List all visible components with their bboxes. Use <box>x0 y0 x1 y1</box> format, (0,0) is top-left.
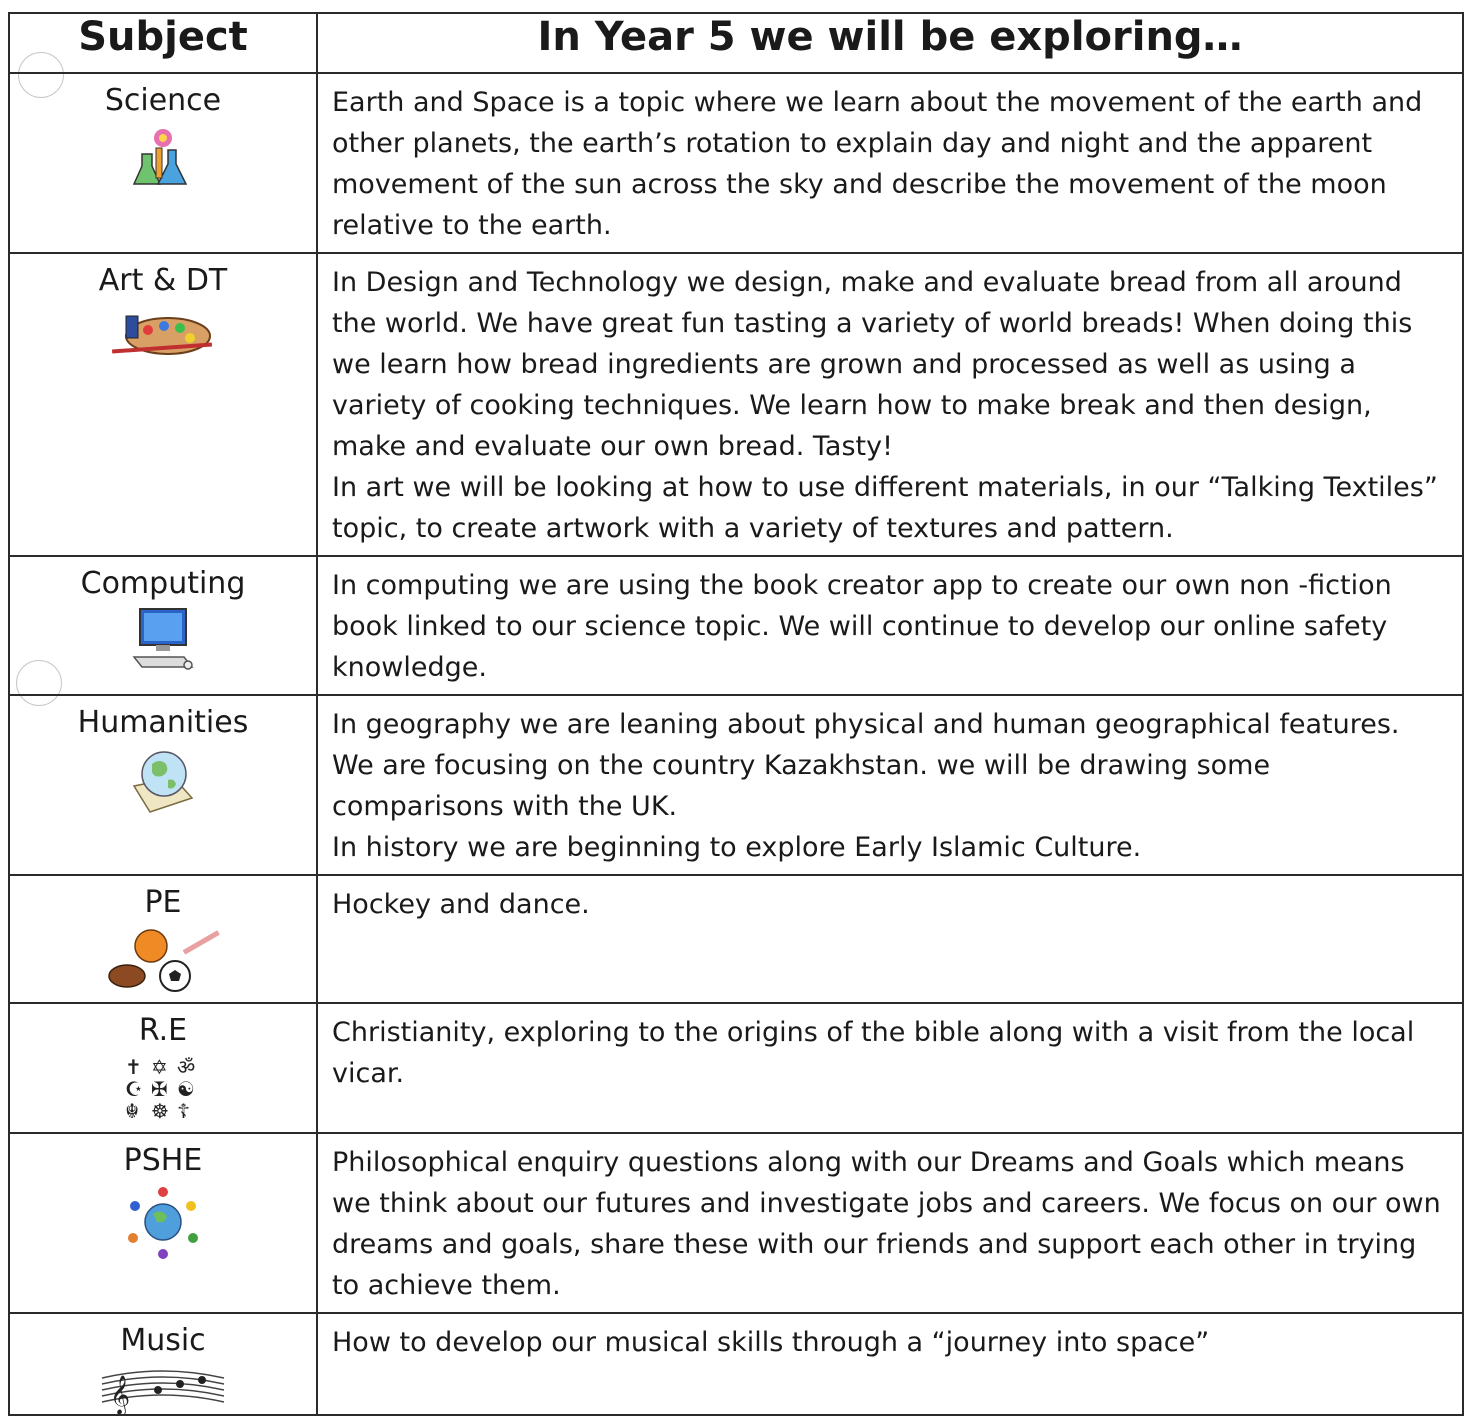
music-notes-icon <box>98 1364 228 1414</box>
subject-cell <box>9 73 317 253</box>
table-row-pe <box>9 875 1463 1003</box>
subject-name: Art & DT <box>98 263 228 298</box>
curriculum-table <box>8 12 1464 1416</box>
svg-text:✠: ✠ <box>151 1077 168 1101</box>
subject-name: Humanities <box>77 705 249 740</box>
svg-text:𝄞: 𝄞 <box>110 1375 131 1414</box>
description-cell <box>317 695 1463 875</box>
description-text: Philosophical enquiry questions along with our Dreams and Goals which means we think about our futures and investigate jobs and careers. We focus on our own dreams and goals, share these with our friends and support each other in trying to achieve them. <box>332 1147 1441 1301</box>
subject-cell <box>9 253 317 556</box>
svg-text:☬: ☬ <box>125 1099 140 1120</box>
subject-name: Computing <box>80 566 246 601</box>
svg-text:☪: ☪ <box>125 1077 143 1101</box>
art-palette-icon <box>108 304 218 364</box>
description-text: In Design and Technology we design, make and evaluate bread from all around the world. We have great fun tasting a variety of world breads! When doing this we learn how bread ingredients are grown and processed as well as using a variety of cooking techniques. We learn how to make break and then design, make and evaluate our own bread. Tasty! In art we will be looking at how to use different materials, in our “Talking Textiles” topic, to create artwork with a variety of textures and pattern. <box>332 267 1438 544</box>
subject-cell <box>9 1003 317 1133</box>
religious-symbols-icon <box>121 1054 205 1120</box>
subject-cell <box>9 1133 317 1313</box>
svg-text:✝: ✝ <box>125 1055 142 1079</box>
table-row-computing <box>9 556 1463 695</box>
subject-name: PE <box>144 885 182 920</box>
subject-cell <box>9 556 317 695</box>
description-cell <box>317 1133 1463 1313</box>
description-cell <box>317 875 1463 1003</box>
children-circle-icon <box>121 1184 205 1260</box>
sports-balls-icon <box>105 926 221 996</box>
table-row-science <box>9 73 1463 253</box>
description-cell <box>317 556 1463 695</box>
table-row-humanities <box>9 695 1463 875</box>
table-row-art-dt <box>9 253 1463 556</box>
description-text: In computing we are using the book creator app to create our own non -fiction book linked to our science topic. We will continue to develop our online safety knowledge. <box>332 570 1392 683</box>
header-row <box>9 13 1463 73</box>
description-text: Hockey and dance. <box>332 889 590 920</box>
svg-text:☸: ☸ <box>151 1099 169 1120</box>
svg-text:☯: ☯ <box>177 1077 195 1101</box>
description-text: How to develop our musical skills through a “journey into space” <box>332 1327 1210 1358</box>
subject-cell <box>9 695 317 875</box>
subject-name: PSHE <box>123 1143 203 1178</box>
subject-name: Science <box>104 83 222 118</box>
svg-text:✡: ✡ <box>151 1055 168 1079</box>
svg-text:☦: ☦ <box>177 1099 190 1120</box>
table-row-music <box>9 1313 1463 1415</box>
subject-name: Music <box>120 1323 206 1358</box>
description-text: Earth and Space is a topic where we learn about the movement of the earth and other planets, the earth’s rotation to explain day and night and the apparent movement of the sun across the sky and describe the movement of the moon relative to the earth. <box>332 87 1423 241</box>
description-cell <box>317 73 1463 253</box>
description-cell <box>317 1003 1463 1133</box>
exploring-column-header: In Year 5 we will be exploring… <box>317 13 1463 73</box>
globe-map-icon <box>130 746 196 816</box>
subject-cell <box>9 875 317 1003</box>
description-text: In geography we are leaning about physical and human geographical features. We are focusing on the country Kazakhstan. we will be drawing some comparisons with the UK. In history we are beginning to explore Early Islamic Culture. <box>332 709 1400 863</box>
description-text: Christianity, exploring to the origins of the bible along with a visit from the local vicar. <box>332 1017 1415 1089</box>
svg-text:ॐ: ॐ <box>177 1055 196 1079</box>
subject-cell <box>9 1313 317 1415</box>
table-row-re <box>9 1003 1463 1133</box>
computer-icon <box>128 607 198 673</box>
description-cell <box>317 1313 1463 1415</box>
description-cell <box>317 253 1463 556</box>
subject-name: R.E <box>138 1013 188 1048</box>
subject-column-header: Subject <box>9 13 317 73</box>
science-icon <box>128 124 198 194</box>
table-row-pshe <box>9 1133 1463 1313</box>
